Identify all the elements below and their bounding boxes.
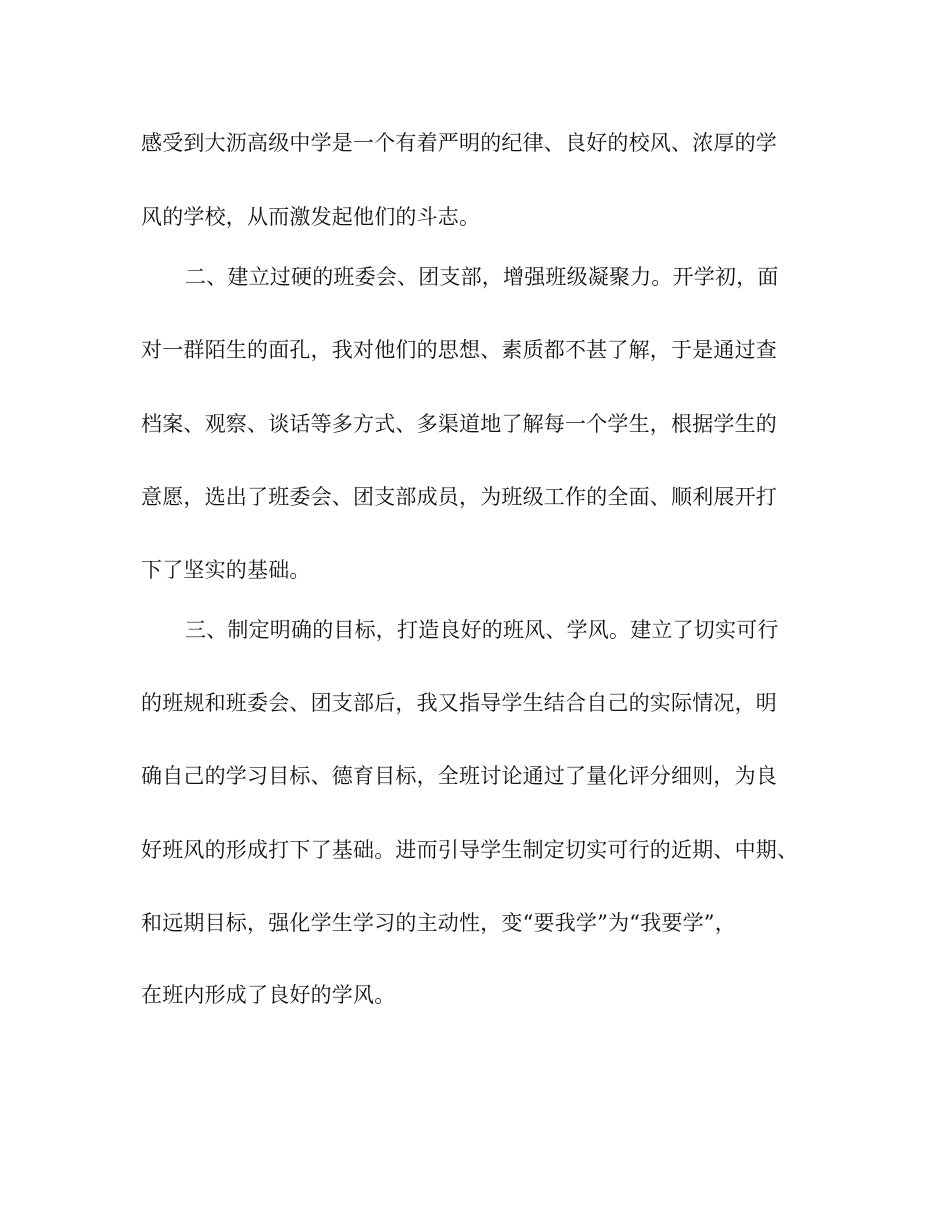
text-line: 确自己的学习目标、德育目标，全班讨论通过了量化评分细则，为良 <box>141 764 777 788</box>
text-line: 好班风的形成打下了基础。进而引导学生制定切实可行的近期、中期、 <box>141 838 799 862</box>
text-line: 和远期目标，强化学生学习的主动性，变“要我学”为“我要学”， <box>141 911 736 935</box>
text-line: 在班内形成了良好的学风。 <box>141 983 396 1007</box>
text-line: 档案、观察、谈话等多方式、多渠道地了解每一个学生，根据学生的 <box>141 412 777 436</box>
text-line: 风的学校，从而激发起他们的斗志。 <box>141 205 481 229</box>
text-line: 感受到大沥高级中学是一个有着严明的纪律、良好的校风、浓厚的学 <box>141 131 777 155</box>
text-line: 意愿，选出了班委会、团支部成员，为班级工作的全面、顺利展开打 <box>141 485 777 509</box>
text-line: 的班规和班委会、团支部后，我又指导学生结合自己的实际情况，明 <box>141 691 777 715</box>
paragraph-heading-line: 三、制定明确的目标，打造良好的班风、学风。建立了切实可行 <box>185 618 779 642</box>
text-line: 下了坚实的基础。 <box>141 558 311 582</box>
text-line: 对一群陌生的面孔，我对他们的思想、素质都不甚了解，于是通过查 <box>141 338 777 362</box>
paragraph-heading-line: 二、建立过硬的班委会、团支部，增强班级凝聚力。开学初，面 <box>185 265 779 289</box>
